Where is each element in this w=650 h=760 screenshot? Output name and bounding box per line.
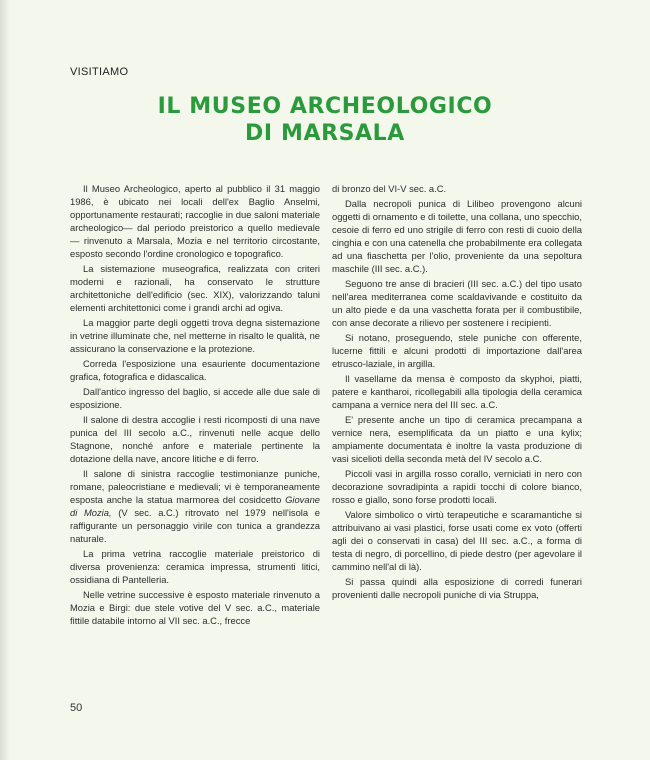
paragraph: Seguono tre anse di bracieri (III sec. a.C.) del tipo usato nell'area mediterranea come scaldavivande e costituito da un alto piede e da una vaschetta forata per il combustibile, con anse decorate a rilievo per sostenere i recipienti.: [332, 278, 582, 328]
text-span: (V sec. a.C.) ritrovato nel 1979 nell'isola e raffigurante un personaggio virile con tunica a grandezza naturale.: [70, 507, 320, 544]
text-span: Il salone di sinistra raccoglie testimonianze puniche, romane, paleocristiane e medievali; vi è temporaneamente esposta anche la statua marmorea del cosidcetto: [70, 468, 320, 505]
statue-name: Giovane di Mozia,: [70, 494, 320, 518]
paragraph: La sistemazione museografica, realizzata con criteri moderni e razionali, ha conservato le strutture architettoniche dell'edificio (sec. XIX), valorizzando taluni elementi architettonici come i grandi archi ad ogiva.: [70, 263, 320, 313]
paragraph-continuation: di bronzo del VI-V sec. a.C.: [332, 183, 447, 194]
paragraph: La maggior parte degli oggetti trova degna sistemazione in vetrine illuminate che, nel metterne in risalto le qualità, ne assicurano la conservazione e la protezione.: [70, 317, 320, 354]
paragraph: Il vasellame da mensa è composto da skyphoi, piatti, patere e kantharoi, ricollegabili alla tipologia della ceramica campana a vernice nera del III sec. a.C.: [332, 373, 582, 410]
paragraph: Il Museo Archeologico, aperto al pubblico il 31 maggio 1986, è ubicato nei locali dell'ex Baglio Anselmi, opportunamente restaurati; raccoglie in due saloni materiale archeologico— dal periodo preistorico a quello medievale — rinvenuto a Marsala, Mozia e nel territorio circostante, esposto secondo l'ordine cronologico e topografico.: [70, 183, 320, 259]
paragraph: La prima vetrina raccoglie materiale preistorico di diversa provenienza: ceramica impressa, strumenti litici, ossidiana di Pantelleria.: [70, 548, 320, 585]
paragraph-with-italic: [70, 467, 320, 545]
paragraph: Nelle vetrine successive è esposto materiale rinvenuto a Mozia e Birgi: due stele votive del V sec. a.C., materiale fittile databile intorno al VII sec. a.C., frecce: [70, 589, 320, 626]
paragraph: Si passa quindi alla esposizione di corredi funerari provenienti dalle necropoli puniche di via Struppa,: [332, 576, 582, 600]
right-text-column: [332, 182, 582, 603]
paragraph: Il salone di destra accoglie i resti ricomposti di una nave punica del III secolo a.C., rinvenuti nelle acque dello Stagnone, nonché anfore e materiale pertinente la dotazione della nave, ancore litiche e di ferro.: [70, 414, 320, 464]
paragraph: Dalla necropoli punica di Lilibeo provengono alcuni oggetti di ornamento e di toilette, una collana, uno specchio, cesoie di ferro ed uno strigile di ferro con resti di cuoio della cinghia e con una catenella che probabilmente era collegata ad una fiaschetta per l'olio, proveniente da una sepoltura maschile (III sec. a.C.).: [332, 198, 582, 274]
article-title: [0, 93, 650, 147]
paragraph: Si notano, proseguendo, stele puniche con offerente, lucerne fittili e alcuni prodotti di importazione dall'area etrusco-laziale, in argilla.: [332, 332, 582, 369]
page-number: 50: [70, 702, 83, 714]
paragraph: Correda l'esposizione una esauriente documentazione grafica, fotografica e didascalica.: [70, 358, 320, 382]
article-title-line-2: DI MARSALA: [245, 121, 405, 146]
section-label: VISITIAMO: [70, 66, 129, 78]
left-text-column: [70, 182, 320, 629]
paragraph: Valore simbolico o virtù terapeutiche e scaramantiche si attribuivano ai vasi plastici, forse usati come ex voto (offerti agli dei o conservati in casa) del III sec. a.C., a forma di testa di negro, di porcellino, di piede destro (per agevolare il cammino nell'al di là).: [332, 509, 582, 572]
paragraph: Piccoli vasi in argilla rosso corallo, verniciati in nero con decorazione sovradipinta a rapidi tocchi di colore bianco, rosso e giallo, sono forse prodotti locali.: [332, 468, 582, 505]
article-title-line-1: IL MUSEO ARCHEOLOGICO: [157, 94, 493, 119]
paragraph: E' presente anche un tipo di ceramica precampana a vernice nera, esemplificata da un piatto e una kylix; ampiamente documentata è inoltre la vasta produzione di vasi sicelioti della seconda metà del IV secolo a.C.: [332, 414, 582, 464]
paragraph: Dall'antico ingresso del baglio, si accede alle due sale di esposizione.: [70, 386, 320, 410]
